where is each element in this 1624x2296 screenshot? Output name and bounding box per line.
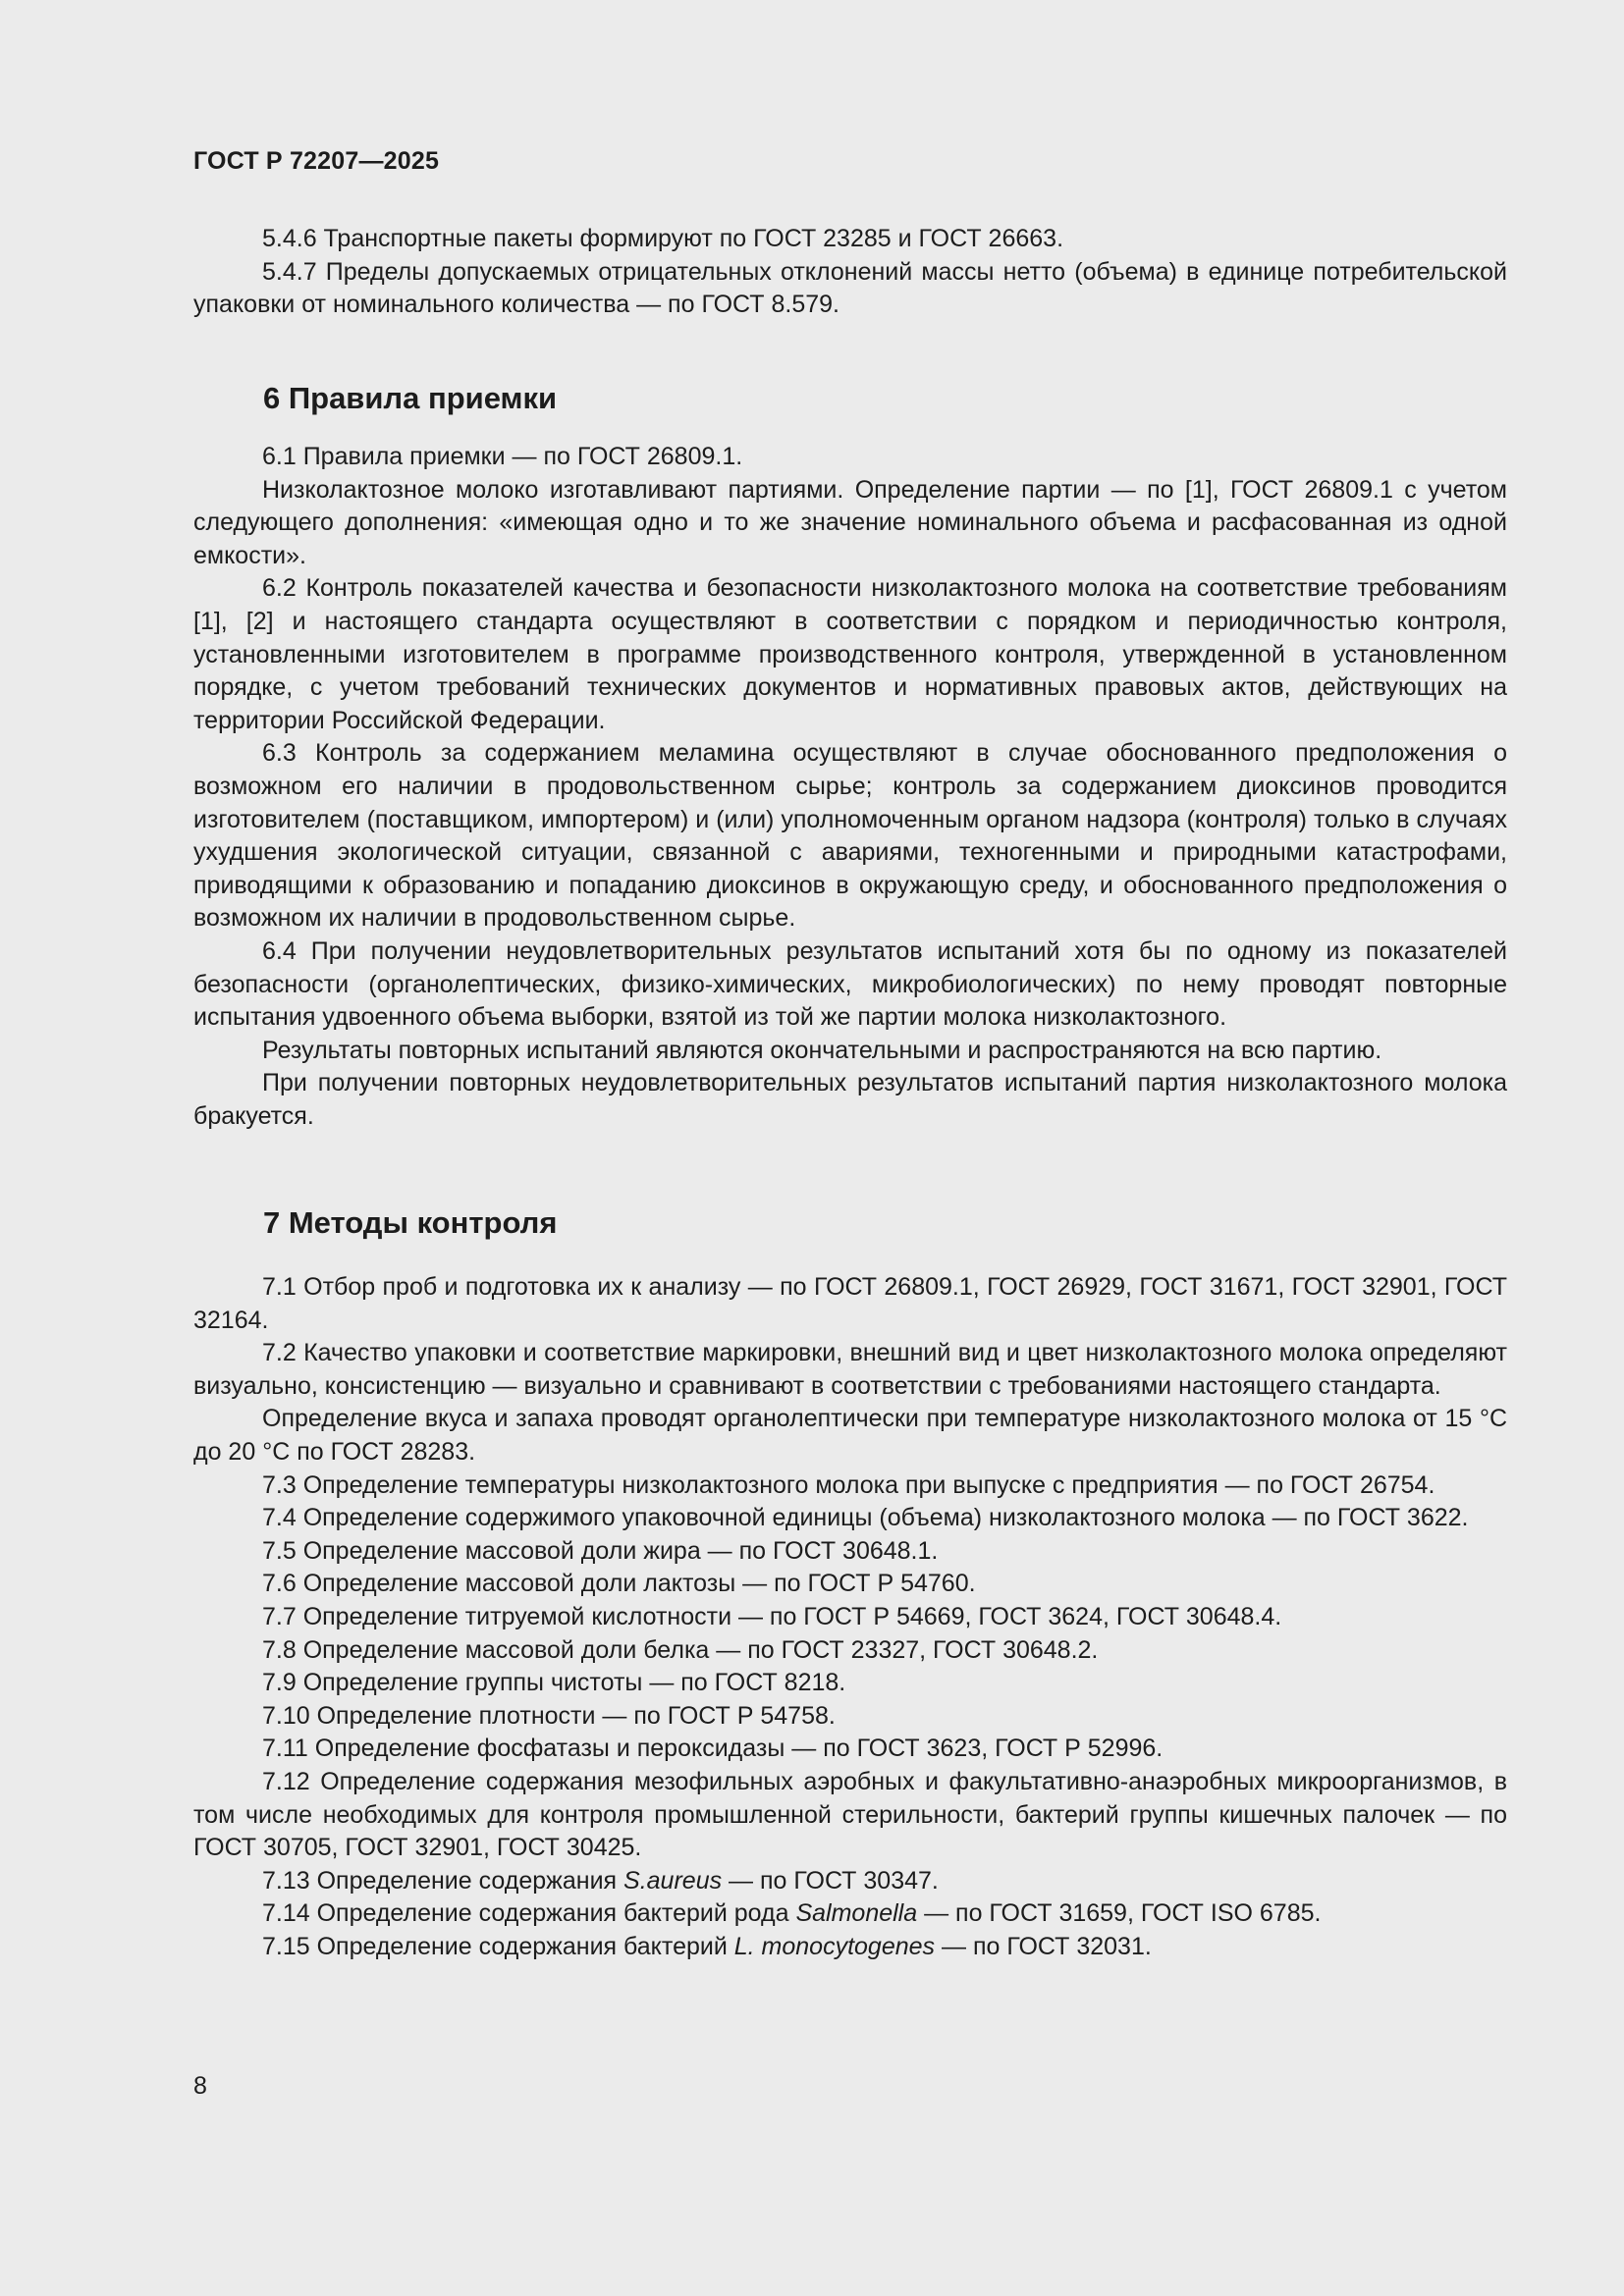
section-7-heading: 7 Методы контроля — [263, 1205, 558, 1240]
paragraph-7-13-text: 7.13 Определение содержания — [262, 1866, 624, 1895]
paragraph-6-2: 6.2 Контроль показателей качества и безопасности низколактозного молока на соответствие требованиям [1], [2] и настоящего стандарта осуществляют в соответствии с порядком и периодичностью контроля, установленными изготовителем в программе производственного контроля, утвержденной в установленном порядке, с учетом требований технических документов и нормативных правовых актов, действующих на территории Российской Федерации. — [193, 574, 1507, 734]
paragraph-6-4-reject: При получении повторных неудовлетворительных результатов испытаний партия низколактозного молока бракуется. — [193, 1069, 1507, 1130]
paragraph-7-13 — [193, 1865, 1507, 1898]
paragraph-6-1-batch: Низколактозное молоко изготавливают партиями. Определение партии — по [1], ГОСТ 26809.1 с учетом следующего дополнения: «имеющая одно и то же значение номинального объема и расфасованная из одной емкости». — [193, 475, 1507, 569]
paragraph-5-4-7: 5.4.7 Пределы допускаемых отрицательных отклонений массы нетто (объема) в единице потребительской упаковки от номинального количества — по ГОСТ 8.579. — [193, 257, 1507, 319]
paragraph-7-3: 7.3 Определение температуры низколактозного молока при выпуске с предприятия — по ГОСТ 26754. — [262, 1470, 1435, 1499]
paragraph-7-2-taste: Определение вкуса и запаха проводят органолептически при температуре низколактозного молока от 15 °С до 20 °С по ГОСТ 28283. — [193, 1405, 1507, 1466]
paragraph-7-11: 7.11 Определение фосфатазы и пероксидазы — по ГОСТ 3623, ГОСТ Р 52996. — [262, 1735, 1164, 1763]
paragraph-7-15-text: 7.15 Определение содержания бактерий — [262, 1932, 734, 1960]
paragraph-5-4-6: 5.4.6 Транспортные пакеты формируют по ГОСТ 23285 и ГОСТ 26663. — [262, 225, 1064, 252]
organism-salmonella: Salmonella — [795, 1899, 918, 1928]
paragraph-7-8: 7.8 Определение массовой доли белка — по ГОСТ 23327, ГОСТ 30648.2. — [262, 1635, 1099, 1664]
paragraph-7-14 — [193, 1897, 1507, 1931]
document-header-code: ГОСТ Р 72207—2025 — [193, 147, 440, 175]
paragraph-7-15-ref: — по ГОСТ 32031. — [935, 1932, 1152, 1960]
paragraph-7-14-text: 7.14 Определение содержания бактерий рода — [262, 1899, 796, 1928]
paragraph-6-3: 6.3 Контроль за содержанием меламина осуществляют в случае обоснованного предположения о возможном его наличии в продовольственном сырье; контроль за содержанием диоксинов проводится изготовителем (поставщиком, импортером) и (или) уполномоченным органом надзора (контроля) только в случаях ухудшения экологической ситуации, связанной с авариями, техногенными и природными катастрофами, приводящими к образованию и попаданию диоксинов в окружающую среду, и обоснованного предположения о возможном их наличии в продовольственном сырье. — [193, 739, 1507, 933]
page-number: 8 — [193, 2072, 207, 2100]
organism-s-aureus: S.aureus — [623, 1866, 723, 1895]
paragraph-7-9: 7.9 Определение группы чистоты — по ГОСТ 8218. — [262, 1669, 846, 1697]
section-6-heading: 6 Правила приемки — [263, 381, 558, 415]
paragraph-7-4: 7.4 Определение содержимого упаковочной единицы (объема) низколактозного молока — по ГОСТ 3622. — [262, 1504, 1469, 1532]
paragraph-7-13-ref: — по ГОСТ 30347. — [722, 1866, 939, 1895]
paragraph-7-2: 7.2 Качество упаковки и соответствие маркировки, внешний вид и цвет низколактозного молока определяют визуально, консистенцию — визуально и сравнивают в соответствии с требованиями настоящего стандарта. — [193, 1339, 1507, 1400]
paragraph-6-4-results: Результаты повторных испытаний являются окончательными и распространяются на всю партию. — [262, 1036, 1382, 1064]
paragraph-7-12: 7.12 Определение содержания мезофильных аэробных и факультативно-анаэробных микроорганизмов, в том числе необходимых для контроля промышленной стерильности, бактерий группы кишечных палочек — по ГОСТ 30705, ГОСТ 32901, ГОСТ 30425. — [193, 1767, 1507, 1862]
paragraph-6-1: 6.1 Правила приемки — по ГОСТ 26809.1. — [262, 443, 743, 470]
section-6-body — [193, 441, 1507, 1133]
section-5-tail — [193, 223, 1507, 322]
paragraph-7-6: 7.6 Определение массовой доли лактозы — по ГОСТ Р 54760. — [262, 1570, 976, 1598]
paragraph-7-7: 7.7 Определение титруемой кислотности — по ГОСТ Р 54669, ГОСТ 3624, ГОСТ 30648.4. — [262, 1602, 1282, 1630]
paragraph-7-1: 7.1 Отбор проб и подготовка их к анализу — по ГОСТ 26809.1, ГОСТ 26929, ГОСТ 31671, ГОСТ 32901, ГОСТ 32164. — [193, 1273, 1507, 1334]
paragraph-6-4: 6.4 При получении неудовлетворительных результатов испытаний хотя бы по одному из показателей безопасности (органолептических, физико-химических, микробиологических) по нему проводят повторные испытания удвоенного объема выборки, взятой из той же партии молока низколактозного. — [193, 936, 1507, 1032]
paragraph-7-14-ref: — по ГОСТ 31659, ГОСТ ISO 6785. — [917, 1899, 1322, 1928]
paragraph-7-5: 7.5 Определение массовой доли жира — по ГОСТ 30648.1. — [262, 1536, 939, 1565]
paragraph-7-10: 7.10 Определение плотности — по ГОСТ Р 54758. — [262, 1701, 836, 1730]
section-7-body — [193, 1271, 1507, 1963]
organism-l-monocytogenes: L. monocytogenes — [733, 1932, 936, 1960]
paragraph-7-15 — [193, 1931, 1507, 1964]
